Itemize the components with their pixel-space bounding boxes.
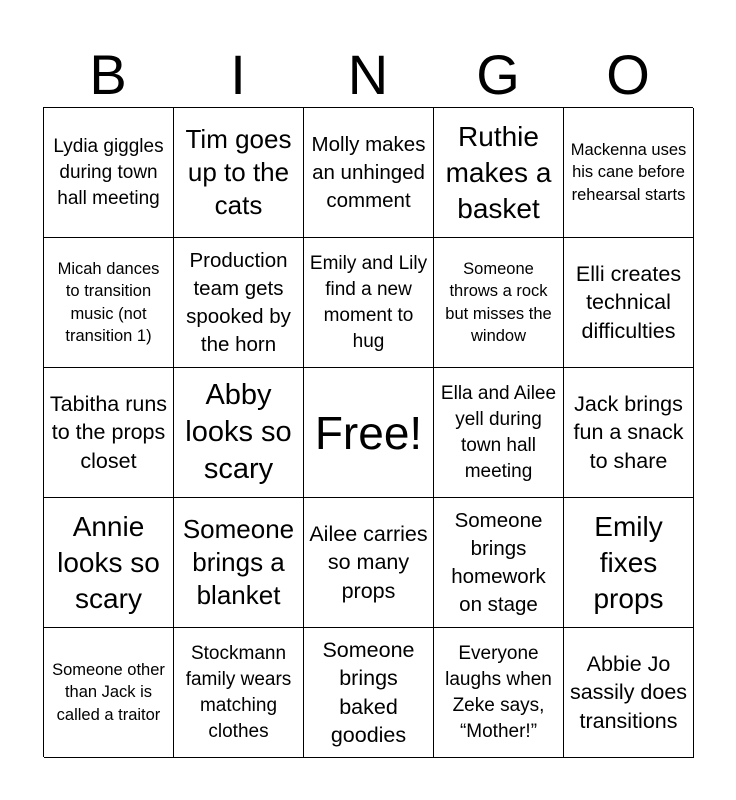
cell-text: Stockmann family wears matching clothes	[185, 642, 292, 742]
header-letter-b: B	[89, 43, 127, 106]
bingo-cell[interactable]	[434, 368, 564, 498]
bingo-cell[interactable]	[44, 238, 174, 368]
bingo-cell[interactable]	[174, 368, 304, 498]
cell-text: Someone throws a rock but misses the window	[445, 259, 552, 345]
cell-text: Ailee carries so many props	[309, 521, 428, 603]
cell-text: Emily and Lily find a new moment to hug	[309, 252, 428, 352]
bingo-header	[43, 44, 693, 106]
bingo-cell[interactable]	[564, 628, 694, 758]
cell-text: Elli creates technical difficulties	[575, 261, 682, 343]
cell-text: Tim goes up to the cats	[185, 124, 292, 220]
bingo-cell[interactable]	[304, 498, 434, 628]
bingo-cell[interactable]	[174, 238, 304, 368]
cell-text: Micah dances to transition music (not transition 1)	[57, 259, 160, 345]
free-space-text: Free!	[314, 406, 423, 459]
cell-text: Abbie Jo sassily does transitions	[569, 651, 688, 733]
cell-text: Ella and Ailee yell during town hall meeting	[440, 382, 557, 482]
header-letter-i: I	[230, 43, 246, 106]
cell-text: Molly makes an unhinged comment	[311, 132, 426, 212]
bingo-cell[interactable]	[434, 498, 564, 628]
bingo-card-grid	[43, 107, 693, 757]
cell-text: Someone brings baked goodies	[322, 637, 415, 747]
bingo-cell[interactable]	[174, 108, 304, 238]
bingo-cell[interactable]	[564, 368, 694, 498]
bingo-cell[interactable]	[564, 238, 694, 368]
bingo-cell[interactable]	[434, 238, 564, 368]
bingo-cell[interactable]	[434, 108, 564, 238]
bingo-cell[interactable]	[44, 368, 174, 498]
bingo-cell[interactable]	[434, 628, 564, 758]
header-letter-g: G	[476, 43, 520, 106]
bingo-cell[interactable]	[304, 628, 434, 758]
bingo-cell[interactable]	[174, 628, 304, 758]
bingo-cell[interactable]	[44, 108, 174, 238]
bingo-cell[interactable]	[564, 108, 694, 238]
cell-text: Mackenna uses his cane before rehearsal starts	[570, 140, 687, 204]
cell-text: Emily fixes props	[593, 510, 664, 614]
bingo-cell[interactable]	[564, 498, 694, 628]
cell-text: Production team gets spooked by the horn	[186, 248, 291, 356]
cell-text: Abby looks so scary	[185, 379, 292, 485]
free-space-cell[interactable]	[304, 368, 434, 498]
header-letter-n: N	[347, 43, 389, 106]
cell-text: Everyone laughs when Zeke says, “Mother!”	[445, 642, 552, 742]
bingo-cell[interactable]	[304, 108, 434, 238]
header-letter-o: O	[606, 43, 650, 106]
cell-text: Lydia giggles during town hall meeting	[53, 135, 164, 209]
cell-text: Annie looks so scary	[57, 510, 160, 614]
cell-text: Jack brings fun a snack to share	[573, 391, 684, 473]
cell-text: Tabitha runs to the props closet	[49, 391, 168, 473]
bingo-cell[interactable]	[44, 628, 174, 758]
cell-text: Someone brings homework on stage	[451, 508, 546, 616]
cell-text: Ruthie makes a basket	[445, 120, 552, 224]
cell-text: Someone brings a blanket	[182, 514, 295, 610]
bingo-cell[interactable]	[174, 498, 304, 628]
bingo-cell[interactable]	[304, 238, 434, 368]
cell-text: Someone other than Jack is called a traitor	[52, 660, 165, 724]
bingo-cell[interactable]	[44, 498, 174, 628]
